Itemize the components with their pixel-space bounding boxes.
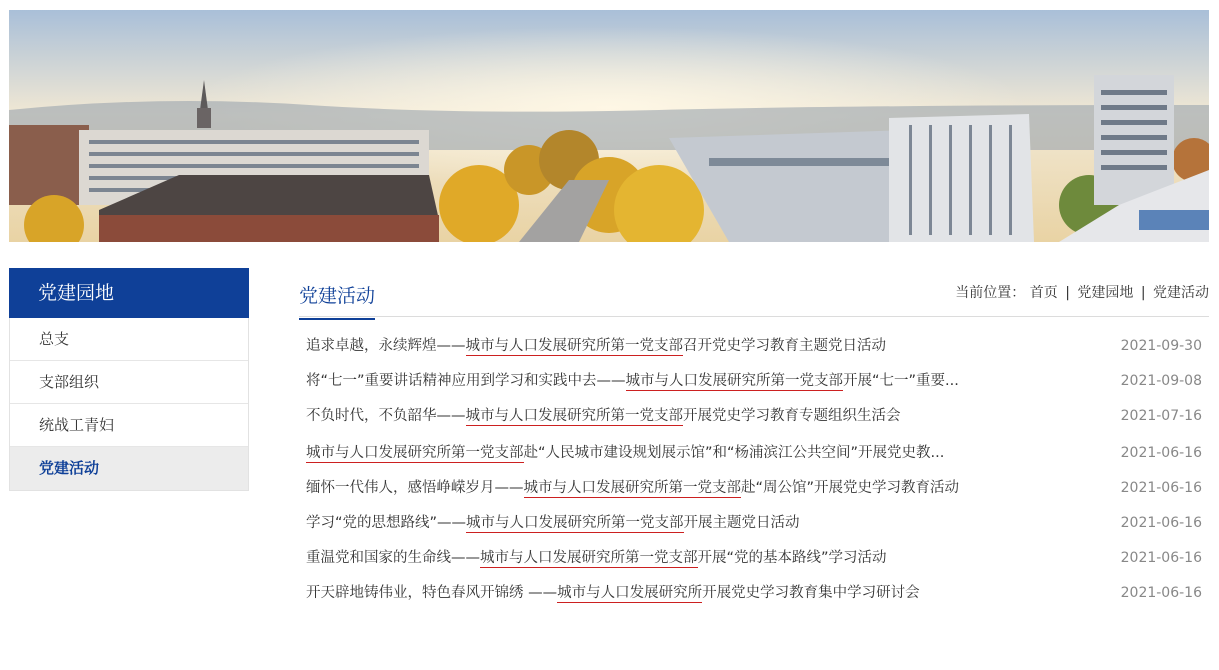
news-title-prefix: 学习“党的思想路线”—— [306,515,467,531]
list-item [306,403,1202,429]
news-title-link[interactable] [306,510,800,536]
sidebar-menu [9,318,249,491]
news-title-highlight: 城市与人口发展研究所第一党支部 [465,408,683,424]
news-date: 2021-06-16 [1120,515,1202,531]
breadcrumb-separator: | [1065,285,1070,301]
list-item [306,545,1202,571]
sidebar-item-branch-organization[interactable]: 支部组织 [10,361,248,404]
news-title-link[interactable] [306,545,887,571]
news-title-link[interactable] [306,333,886,359]
list-item [306,510,1202,536]
news-title-prefix: 不负时代，不负韶华—— [306,408,466,424]
news-date: 2021-09-08 [1120,373,1202,389]
news-title-prefix: 开天辟地铸伟业，特色春风开锦绣 —— [306,585,558,601]
breadcrumb-prefix: 当前位置： [955,285,1026,301]
sidebar-item-united-front[interactable]: 统战工青妇 [10,404,248,447]
news-title-highlight: 城市与人口发展研究所第一党支部 [480,550,698,566]
news-date: 2021-06-16 [1120,585,1202,601]
sidebar-item-general-branch[interactable]: 总支 [10,318,248,361]
news-title-link[interactable] [306,440,944,466]
breadcrumb-party-activities-link[interactable]: 党建活动 [1153,285,1209,301]
breadcrumb-party-garden-link[interactable]: 党建园地 [1077,285,1134,301]
campus-banner-image [9,10,1209,242]
news-date: 2021-06-16 [1120,445,1202,461]
news-title-suffix: 召开党史学习教育主题党日活动 [683,338,886,354]
news-title-prefix: 重温党和国家的生命线—— [306,550,480,566]
sidebar [9,268,249,491]
news-date: 2021-06-16 [1120,550,1202,566]
news-title-suffix: 开展党史学习教育集中学习研讨会 [702,585,920,601]
content-header [299,268,1209,317]
news-title-highlight: 城市与人口发展研究所第一党支部 [625,373,844,389]
news-title-suffix: 开展党史学习教育专题组织生活会 [683,408,901,424]
list-item [306,368,1202,394]
breadcrumb [955,282,1209,302]
news-title-highlight: 城市与人口发展研究所第一党支部 [523,480,741,496]
list-item [306,580,1202,606]
sidebar-item-party-activities[interactable]: 党建活动 [10,447,248,490]
main-content [299,268,1209,317]
list-item [306,333,1202,359]
news-title-prefix: 缅怀一代伟人，感悟峥嵘岁月—— [306,480,524,496]
breadcrumb-separator: | [1140,285,1146,301]
news-date: 2021-07-16 [1120,408,1202,424]
news-title-suffix: 开展“党的基本路线”学习活动 [697,550,887,566]
news-title-link[interactable] [306,475,959,501]
news-title-link[interactable] [306,368,959,394]
news-title-suffix: 赴“人民城市建设规划展示馆”和“杨浦滨江公共空间”开展党史教... [523,445,945,461]
news-date: 2021-09-30 [1120,338,1202,354]
news-title-suffix: 赴“周公馆”开展党史学习教育活动 [741,480,960,496]
news-title-suffix: 开展主题党日活动 [683,515,800,531]
news-title-highlight: 城市与人口发展研究所第一党支部 [306,445,524,461]
news-title-prefix: 将“七一”重要讲话精神应用到学习和实践中去—— [306,373,626,389]
breadcrumb-home-link[interactable]: 首页 [1029,285,1058,301]
page-title: 党建活动 [299,281,375,320]
news-title-highlight: 城市与人口发展研究所第一党支部 [465,338,683,354]
list-item [306,475,1202,501]
news-title-prefix: 追求卓越，永续辉煌—— [306,338,466,354]
news-title-link[interactable] [306,580,920,606]
news-title-highlight: 城市与人口发展研究所 [557,585,703,601]
news-title-highlight: 城市与人口发展研究所第一党支部 [466,515,684,531]
sidebar-title: 党建园地 [9,268,249,318]
news-title-suffix: 开展“七一”重要... [843,373,959,389]
news-title-link[interactable] [306,403,901,429]
news-date: 2021-06-16 [1120,480,1202,496]
list-item [306,440,1202,466]
